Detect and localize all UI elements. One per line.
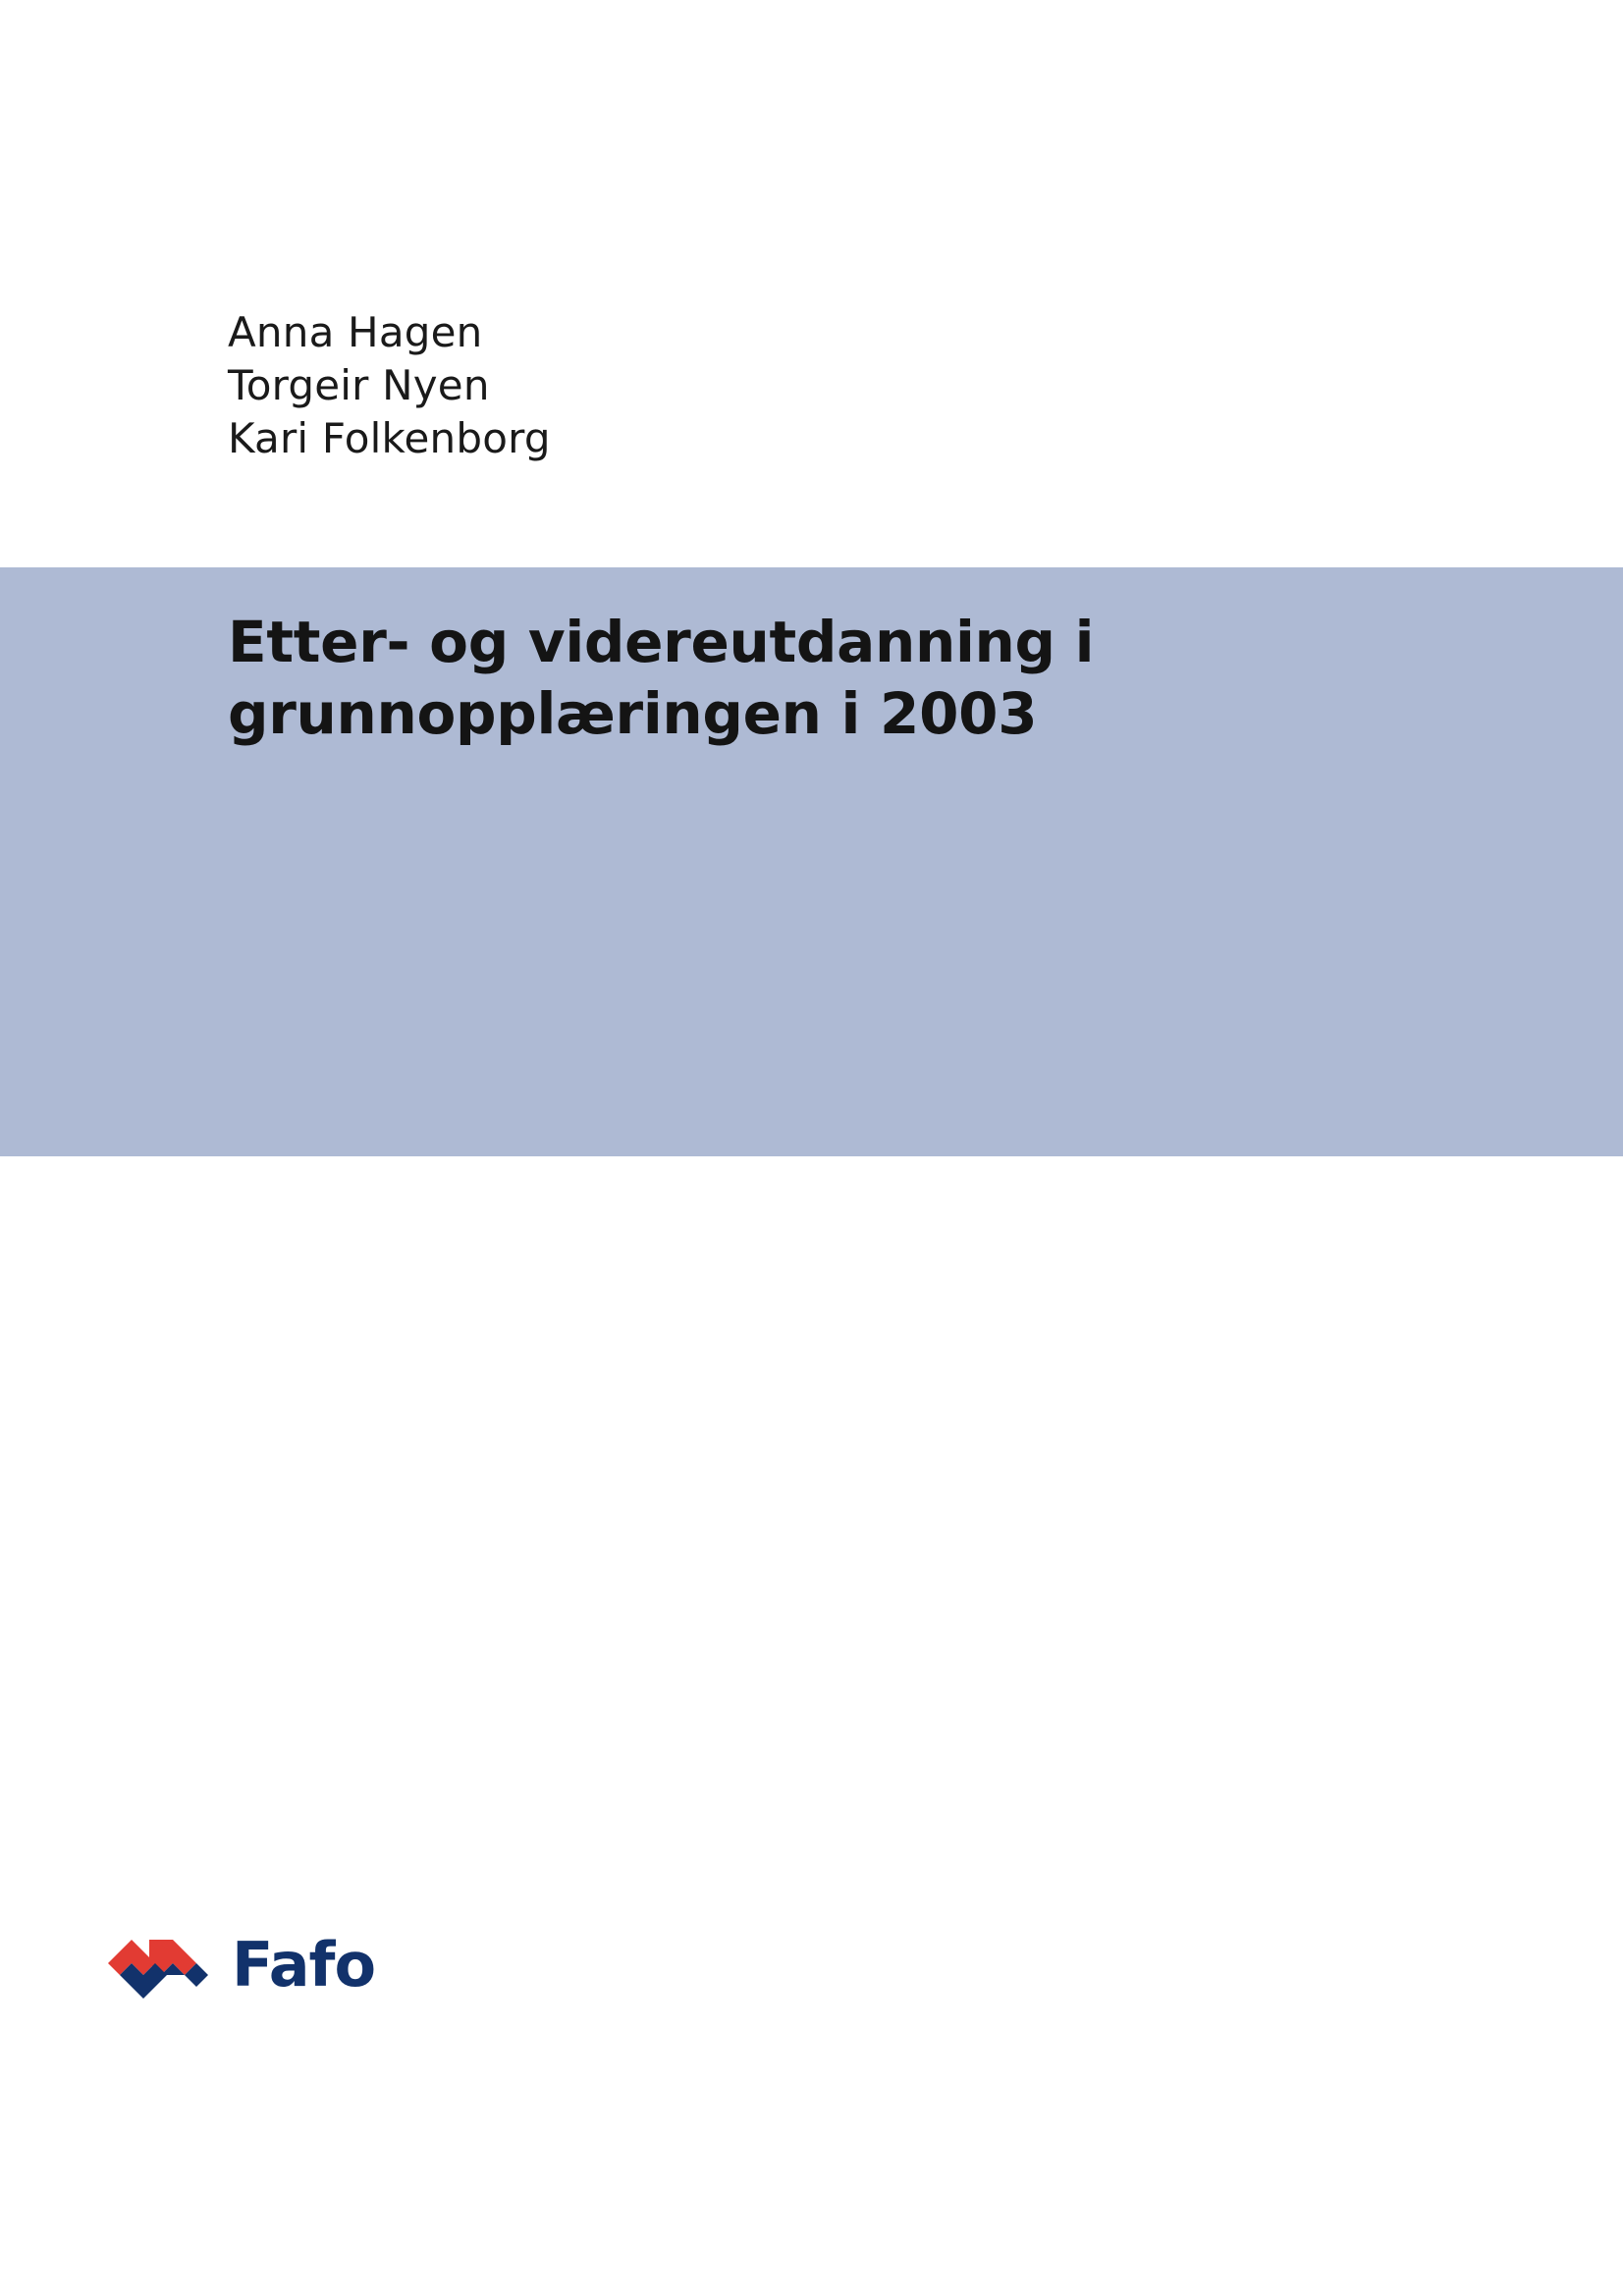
title-line-2: grunnopplæringen i 2003 [228,679,1038,747]
publisher-logo [106,1926,375,2008]
author-list [228,306,1308,464]
publisher-name: Fafo [232,1929,376,2001]
author-name: Kari Folkenborg [228,413,551,462]
title-band [0,567,1623,1156]
page-title [228,607,1406,749]
fafo-logo-icon [106,1926,222,2008]
title-line-1: Etter- og videreutdanning i [228,609,1095,675]
author-name: Anna Hagen [228,308,483,356]
author-name: Torgeir Nyen [228,360,490,409]
